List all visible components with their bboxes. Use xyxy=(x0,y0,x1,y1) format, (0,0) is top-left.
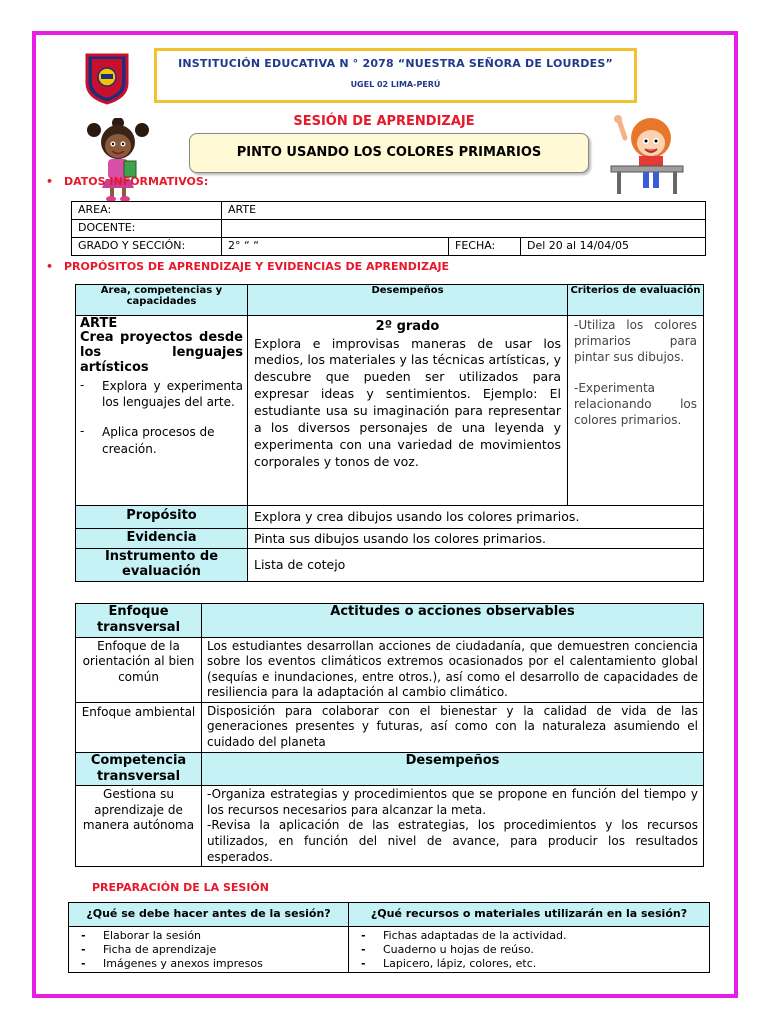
docente-value xyxy=(222,220,706,238)
propositos-table xyxy=(75,284,704,582)
table-row xyxy=(76,316,704,506)
header-antes: ¿Qué se debe hacer antes de la sesión? xyxy=(69,903,349,927)
competencia-cell xyxy=(76,316,248,506)
list-item: - Elaborar la sesión xyxy=(81,929,202,942)
list-item: - Lapicero, lápiz, colores, etc. xyxy=(361,956,537,970)
header-enfoque: Enfoque transversal xyxy=(76,604,202,638)
fecha-value: Del 20 al 14/04/05 xyxy=(521,238,706,256)
evidencia-value: Pinta sus dibujos usando los colores primarios. xyxy=(248,529,704,549)
table-row xyxy=(76,604,704,638)
competencia-text-1: -Organiza estrategias y procedimientos que se propone en función del tiempo y los recursos necesarios para alcanzar la meta. xyxy=(207,787,698,817)
table-row xyxy=(76,549,704,582)
enfoque-name: Enfoque ambiental xyxy=(76,702,202,752)
header-criterios: Criterios de evaluación xyxy=(568,285,704,316)
competencia-text-2: -Revisa la aplicación de las estrategias, los procedimientos y los recursos utilizados, en función del nivel de avance, para producir los resultados esperados. xyxy=(207,818,698,864)
fecha-label: FECHA: xyxy=(449,238,521,256)
bullet-icon: • xyxy=(46,175,54,188)
table-row xyxy=(72,238,706,256)
section-propositos-heading: • PROPÓSITOS DE APRENDIZAJE Y EVIDENCIAS DE APRENDIZAJE xyxy=(0,260,449,273)
table-row xyxy=(76,637,704,702)
antes-cell xyxy=(69,927,349,973)
evidencia-label: Evidencia xyxy=(76,529,248,549)
enfoque-text: Los estudiantes desarrollan acciones de ciudadanía, que demuestren conciencia sobre los eventos climáticos extremos ocasionados por el calentamiento global (sequías e inundaciones, entre otros.), así como el desarrollo de capacidades de resiliencia para la adaptación al cambio climático. xyxy=(202,637,704,702)
capacidad-item: - Aplica procesos de creación. xyxy=(80,424,215,456)
recursos-cell xyxy=(349,927,710,973)
datos-table xyxy=(71,201,706,256)
desempeno-cell xyxy=(248,316,568,506)
proposito-value: Explora y crea dibujos usando los colores primarios. xyxy=(248,506,704,529)
session-title: SESIÓN DE APRENDIZAJE xyxy=(293,114,475,129)
criterio-item: -Utiliza los colores primarios para pintar sus dibujos. xyxy=(574,318,697,364)
instrumento-label: Instrumento de evaluación xyxy=(76,549,248,582)
table-row xyxy=(76,529,704,549)
proposito-label: Propósito xyxy=(76,506,248,529)
header-competencia: Competencia transversal xyxy=(76,752,202,786)
enfoque-name: Enfoque de la orientación al bien común xyxy=(76,637,202,702)
list-item: - Fichas adaptadas de la actividad. xyxy=(361,929,567,942)
instrumento-value: Lista de cotejo xyxy=(248,549,704,582)
table-row xyxy=(69,903,710,927)
table-row xyxy=(76,786,704,867)
header-desempenos: Desempeños xyxy=(248,285,568,316)
criterios-cell xyxy=(568,316,704,506)
area-value: ARTE xyxy=(222,202,706,220)
grado-label: GRADO Y SECCIÓN: xyxy=(72,238,222,256)
preparacion-table xyxy=(68,902,710,973)
competencia-name: Gestiona su aprendizaje de manera autónoma xyxy=(76,786,202,867)
competencia-name: Crea proyectos desde los lenguajes artísticos xyxy=(80,330,243,376)
criterio-item: -Experimenta relacionando los colores primarios. xyxy=(574,381,697,428)
enfoques-table xyxy=(75,603,704,867)
ugel-name: UGEL 02 LIMA-PERÚ xyxy=(350,80,441,89)
table-row xyxy=(76,702,704,752)
enfoque-text: Disposición para colaborar con el bienestar y la calidad de vida de las generaciones presentes y futuras, así como con la naturaleza asumiendo el cuidado del planeta xyxy=(202,702,704,752)
header-recursos: ¿Qué recursos o materiales utilizarán en la sesión? xyxy=(349,903,710,927)
school-logo-icon xyxy=(84,53,130,105)
capacidad-item: - Explora y experimenta los lenguajes del arte. xyxy=(80,378,243,410)
grado-value: 2° “ “ xyxy=(222,238,449,256)
header-actitudes: Actitudes o acciones observables xyxy=(202,604,704,638)
competencia-text xyxy=(202,786,704,867)
subject-title: PINTO USANDO LOS COLORES PRIMARIOS xyxy=(189,133,589,173)
header-desempenos: Desempeños xyxy=(202,752,704,786)
institution-header xyxy=(154,48,637,103)
list-item: - Imágenes y anexos impresos xyxy=(81,956,263,970)
area-name: ARTE xyxy=(80,316,118,331)
list-item: - Ficha de aprendizaje xyxy=(81,942,217,956)
bullet-icon: • xyxy=(46,260,54,273)
desempeno-text: Explora e improvisas maneras de usar los medios, los materiales y las técnicas artísticas, y descubre que pueden ser utilizados para expresar ideas y sentimientos. Ejemplo: El estudiante usa su imaginación para representar a los diversos personajes de una leyenda y experimenta con una variedad de movimientos corporales y tonos de voz. xyxy=(254,335,561,469)
section-preparacion-heading: PREPARACIÓN DE LA SESIÓN xyxy=(92,881,269,894)
docente-label: DOCENTE: xyxy=(72,220,222,238)
table-row xyxy=(69,927,710,973)
area-label: AREA: xyxy=(72,202,222,220)
header-area: Área, competencias y capacidades xyxy=(76,285,248,316)
grado-label: 2º grado xyxy=(375,319,440,334)
table-row xyxy=(72,202,706,220)
section-datos-heading: • DATOS INFORMATIVOS: xyxy=(0,175,208,188)
table-row xyxy=(72,220,706,238)
list-item: - Cuaderno u hojas de reúso. xyxy=(361,942,534,956)
institution-name: INSTITUCIÓN EDUCATIVA N ° 2078 “NUESTRA SEÑORA DE LOURDES” xyxy=(178,57,613,70)
table-row xyxy=(76,752,704,786)
table-row xyxy=(76,285,704,316)
girl-illustration-icon xyxy=(84,118,156,203)
table-row xyxy=(76,506,704,529)
